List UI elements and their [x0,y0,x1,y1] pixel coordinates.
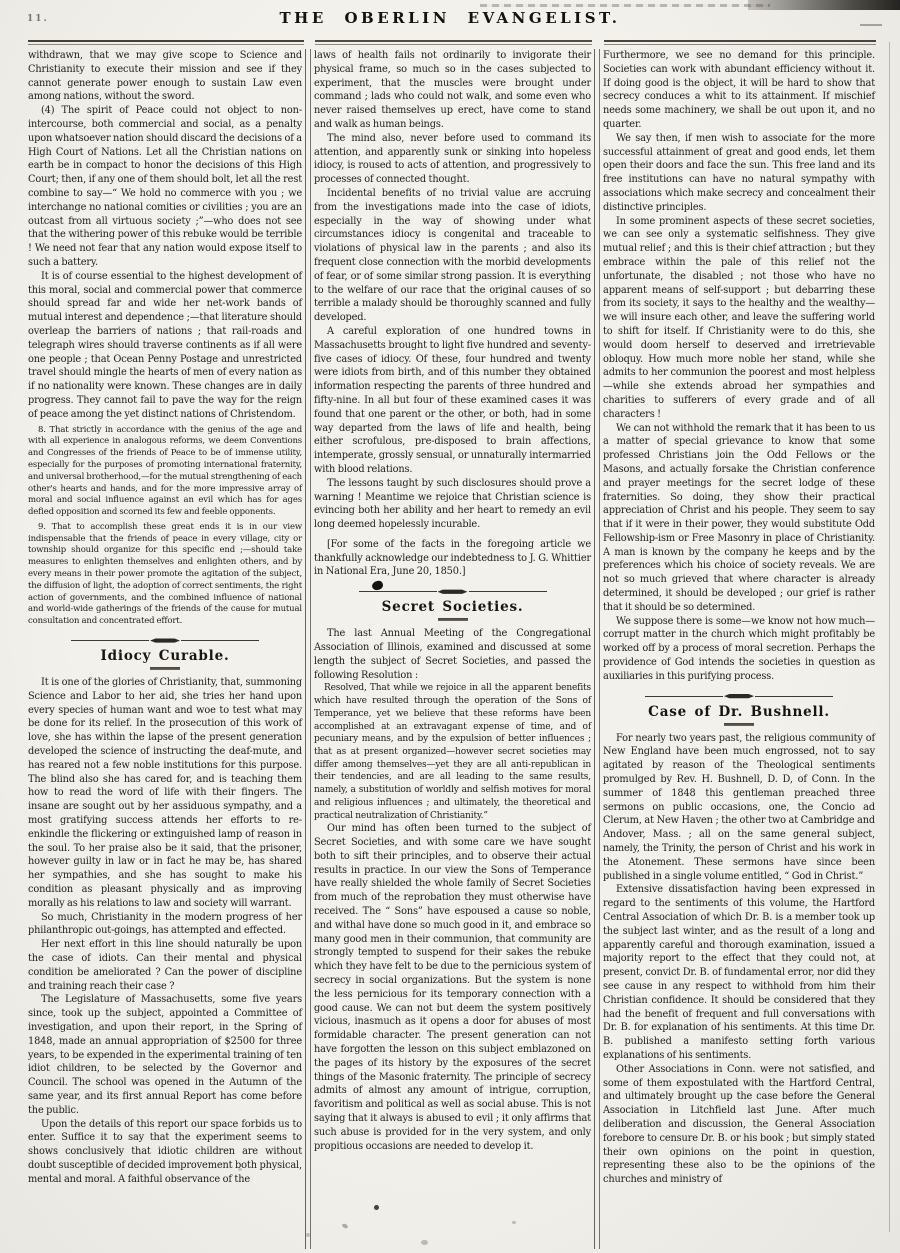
paragraph-idiocy: Incidental benefits of no trivial value are accruing from the investigations made into the case of idiots, especially in the way of showing under what circumstances idiocy is congenital and traceable to violations of physical law in the parents ; and also its frequent close connection with the morbid developments of fear, or of some similar strong passion. It is everything to the welfare of our race that the original causes of so terrible a malady should be thoroughly scanned and fully developed. [314,187,591,324]
ink-blot-artifact [371,580,384,592]
article-title-case-of-dr-bushnell: Case of Dr. Bushnell. [648,703,830,720]
paragraph-idiocy: So much, Christianity in the modern progress of her philanthropic out-goings, has attempted and effected. [28,911,302,937]
title-rule [150,667,180,670]
divider-diamond-icon [150,638,180,643]
ink-speck-artifact [512,1221,516,1224]
paragraph-idiocy: Her next effort in this line should naturally be upon the case of idiots. Can their mental and physical condition be ameliorated ? Can the power of discipline and training reach their case ? [28,939,302,992]
paragraph-secret-societies: In some prominent aspects of these secret societies, we can see only a systematic selfishness. They give mutual relief ; and this is their chief attraction ; but they embrace within the pale of this relief not the unfortunate, the disabled ; not those who have no apparent means of self-support ; but debarring these from its society, it says to the healthy and the wealthy—we will insure each other, and leave the suffering world to shift for itself. If Christianity were to do this, she would doom herself to deserved and irretrievable obloquy. How much more noble her stand, while she admits to her communion the poorest and most helpless—while she extends abroad her sympathies and charities to sufferers of every grade and of all characters ! [603,215,875,420]
paragraph-idiocy: It is one of the glories of Christianity, that, summoning Science and Labor to her aid, she tries her hand upon every species of human want and woe to test what may be done for its relief. In the prosecution of this work of love, she has within the lapse of the present generation developed the science of instructing the deaf-mute, and has reared not a few noble institutions for this purpose. The blind also she has cared for, and is teaching them how to read the word of life with their fingers. The insane are sought out by her assiduous sympathy, and a most gratifying success attends her efforts to re-enkindle the flickering or extinguished lamp of reason in the soul. To her praise also be it said, that the prisoner, however guilty in law or in fact he may be, has shared her sympathies, and she has sought to make his condition as pleasant physically and as improving morally as his relations to law and society will warrant. [28,677,302,909]
title-rule [724,723,754,726]
column-layout [28,49,900,1249]
column-1 [28,49,302,1249]
title-rule [438,618,468,621]
paragraph-bushnell: Extensive dissatisfaction having been expressed in regard to the sentiments of this volume, the Hartford Central Association of which Dr. B. is a member took up the subject last winter, and as the result of a long and apparently careful and thorough examination, issued a majority report to the effect that they could not, at present, convict Dr. B. of fundamental error, nor did they see cause in any respect to withhold from him their Christian confidence. It should be considered that they had the benefit of frequent and full conversations with Dr. B. for explanation of his sentiments. At this time Dr. B. published a manifesto setting forth various explanations of his sentiments. [603,884,875,1061]
paragraph-idiocy: The lessons taught by such disclosures should prove a warning ! Meantime we rejoice that Christian science is evincing both her ability and her heart to remedy an evil long deemed hopelessly incurable. [314,477,591,531]
masthead-rule-left [28,40,304,45]
divider-line [71,640,149,641]
paragraph-resolution: Resolved, That while we rejoice in all the apparent benefits which have resulted through the operation of the Sons of Temperance, yet we believe that these reforms have been accomplished at an extravagant expense of time, and of pecuniary means, and by the expulsion of better influences ; that as at present organized—however secret societies may differ among themselves—yet they are all anti-republican in their tendencies, and are all leading to the same results, namely, a substitution of worldly and selfish motives for moral and religious influences ; and ultimately, the theoretical and practical neutralization of Christianity.” [314,683,591,821]
paragraph-bushnell: For nearly two years past, the religious community of New England have been much engrossed, not to say agitated by reason of the Theological sentiments promulged by Rev. H. Bushnell, D. D, of Conn. In the summer of 1848 this gentleman preached three sermons on public occasions, one, the Concio ad Clerum, at New Haven ; the other two at Cambridge and Andover, Mass. ; all on the same general subject, namely, the Trinity, the person of Christ and his work in the Atonement. These sermons have since been published in a single volume entitled, “ God in Christ.” [603,732,875,882]
paragraph-resolution-9: 9. That to accomplish these great ends it is in our view indispensable that the friends of peace in every village, city or township should organize for this specific end ;—should take measures to enlighten themselves and enlighten others, and by every means in their power promote the agitation of the subject, the diffusion of light, the adoption of correct sentiments, the right action of governments, and the combined influence of national and world-wide gatherings of the friends of the cause for mutual consultation and concentrated effort. [28,521,302,627]
section-divider [28,637,302,644]
paragraph-peace-article: It is of course essential to the highest development of this moral, social and commercial power that commerce should spread far and wide her net-work bands of mutual interest and dependence ;—that literature should overleap the barriers of nations ; that rail-roads and telegraph wires should traverse continents as if all were one people ; that Ocean Penny Postage and unrestricted travel should mingle the hearts of men of every nation as if no nationality were known. These changes are in daily progress. They cannot fail to pave the way for the reign of peace among the yet distinct nations of Christendom. [28,270,302,420]
divider-diamond-icon [438,589,468,594]
paragraph-idiocy: Upon the details of this report our space forbids us to enter. Suffice it to say that the experiment seems to shows conclusively that idiotic children are without doubt susceptible of decided improvement both physical, mental and moral. A faithful observance of the [28,1118,302,1185]
article-title-idiocy-curable: Idiocy Curable. [100,648,230,665]
divider-line [469,591,547,592]
column-3 [603,49,875,1249]
paragraph-secret-societies: The last Annual Meeting of the Congregational Association of Illinois, examined and discussed at some length the subject of Secret Societies, and passed the following Resolution : [314,628,591,681]
page-edge-line [889,42,890,1232]
paragraph: withdrawn, that we may give scope to Science and Christianity to execute their mission and see if they cannot generate power enough to sustain Law even among nations, without the sword. [28,50,302,103]
divider-line [359,591,437,592]
column-rule [594,49,600,1249]
ink-speck-artifact [421,1240,428,1245]
paragraph: laws of health fails not ordinarily to invigorate their physical frame, so much so in the cases subjected to experiment, that the muscles were brought under command ; lads who could not walk, and some even who never raised themselves up erect, have come to stand and walk as human beings. [314,50,591,130]
scan-smudge-artifact [748,0,900,10]
paragraph-secret-societies: We suppose there is some—we know not how much—corrupt matter in the church which might profitably be worked off by a process of moral secretion. Perhaps the providence of God intends the societies in question as auxiliaries in this purifying process. [603,615,875,682]
divider-line [645,696,723,697]
credit-note: [For some of the facts in the foregoing article we thankfully acknowledge our indebtedness to J. G. Whittier in National Era, June 20, 1850.] [314,538,591,578]
masthead-area [0,0,900,40]
scan-tick-artifact [860,24,882,26]
article-title-secret-societies: Secret Societies. [381,599,524,616]
scan-streak-artifact [480,4,770,7]
paragraph-resolution-8: 8. That strictly in accordance with the genius of the age and with all experience in analogous reforms, we deem Conventions and Congresses of the friends of Peace to be of immense utility, especially for the purposes of promoting international fraternity, and universal brotherhood,—for the mutual strengthening of each other's hearts and hands, and for the more impressive array of moral and social influence against an evil which has for ages defied opposition and scorned its few and feeble opponents. [28,424,302,518]
masthead-rule-right [604,40,876,45]
divider-diamond-icon [724,694,754,699]
masthead-rule-center [315,40,592,45]
column-rule [305,49,311,1249]
page-number: 11. [27,14,49,24]
column-2 [314,49,591,1249]
masthead-rule [28,40,900,45]
paragraph: Furthermore, we see no demand for this principle. Societies can work with abundant efficiency without it. If doing good is the object, it will be hard to show that secrecy conduces a whit to its attainment. If mischief needs some machinery, we shall be out upon it, and no quarter. [603,50,875,130]
section-divider [314,588,591,595]
ink-speck-artifact [306,1233,310,1237]
paragraph-bushnell: Other Associations in Conn. were not satisfied, and some of them expostulated with the Hartford Central, and ultimately brought up the case before the General Association in Litchfield last June. After much deliberation and discussion, the General Association forebore to censure Dr. B. or his book ; but simply stated their own opinions on the point in question, representing these also to be the opinions of the churches and ministry of [603,1063,875,1186]
ink-speck-artifact [238,1168,242,1171]
paragraph-secret-societies: We can not withhold the remark that it has been to us a matter of special grievance to know that some professed Christians join the Odd Fellows or the Masons, and actually forsake the Christian conference and prayer meetings for the secret lodge of these fraternities. So doing, they show their practical appreciation of Christ and his people. They seem to say that if it were in their power, they would substitute Odd Fellowship-ism or Free Masonry in place of Christianity. A man is known by the company he keeps and by the preferences which his choice of society reveals. We are not so much grieved that where character is already determined, it should be developed ; our grief is rather that it should be so determined. [603,422,875,613]
paragraph-peace-article: (4) The spirit of Peace could not object to non-intercourse, both commercial and social, as a penalty upon whatsoever nation should discard the decisions of a High Court of Nations. Let all the Christian nations on earth be in compact to honor the decisions of this High Court; then, if any one of them should bolt, let all the rest combine to say—“ We hold no commerce with you ; we interchange no national comities or civilities ; you are an outcast from all virtuous society ;”—who does not see that the withering power of this rebuke would be terrible ! We need not fear that any nation would expose itself to such a battery. [28,105,302,268]
ink-speck-artifact [374,1205,379,1210]
paragraph-idiocy: The mind also, never before used to command its attention, and apparently sunk or sinking into hopeless idiocy, is roused to acts of attention, and progressively to processes of connected thought. [314,132,591,186]
paragraph-idiocy: The Legislature of Massachusetts, some five years since, took up the subject, appointed a Committee of investigation, and upon their report, in the Spring of 1848, made an annual appropriation of $2500 for three years, to be expended in the experimental training of ten idiot children, to be selected by the Governor and Council. The school was opened in the Autumn of the same year, and its first annual Report has come before the public. [28,994,302,1116]
divider-line [755,696,833,697]
newspaper-masthead: THE OBERLIN EVANGELIST. [279,9,621,27]
section-divider [603,693,875,700]
paragraph-idiocy: A careful exploration of one hundred towns in Massachusetts brought to light five hundred and seventy-five cases of idiocy. Of these, four hundred and twenty were idiots from birth, and of this number they obtained information respecting the parents of three hundred and fifty-nine. In all but four of these examined cases it was found that one parent or the other, or both, had in some way departed from the laws of life and health, being either scrofulous, pre-disposed to brain affections, intemperate, grossly sensual, or unnaturally intermarried with blood relations. [314,325,591,475]
paragraph-secret-societies: Our mind has often been turned to the subject of Secret Societies, and with some care we have sought both to sift their principles, and to observe their actual results in practice. In our view the Sons of Temperance have really shielded the whole family of Secret Societies from much of the reprobation they must otherwise have received. The “ Sons” have espoused a cause so noble, and withal have done so much good in it, and embrace so many good men in their communion, that community are strongly tempted to suspend for their sakes the rebuke which they have felt to be due to the pernicious system of secrecy in social organizations. But the system is none the less pernicious for its temporary connection with a good cause. We can not but deem the system positively vicious, inasmuch as it opens a door for abuses of most formidable character. The present generation can not have forgotten the lesson on this subject emblazoned on the pages of its history by the exposures of the secret things of the Masonic fraternity. The principle of secrecy admits of almost any amount of intrigue, corruption, favoritism and political as well as social abuse. This is not saying that it always is abused to evil ; it only affirms that such abuse is provided for in the very system, and only propitious occasions are needed to develop it. [314,823,591,1152]
paragraph-secret-societies: We say then, if men wish to associate for the more successful attainment of great and good ends, let them open their doors and face the sun. This free land and its free institutions can have no natural sympathy with associations which make secrecy and concealment their distinctive principles. [603,132,875,213]
divider-line [181,640,259,641]
